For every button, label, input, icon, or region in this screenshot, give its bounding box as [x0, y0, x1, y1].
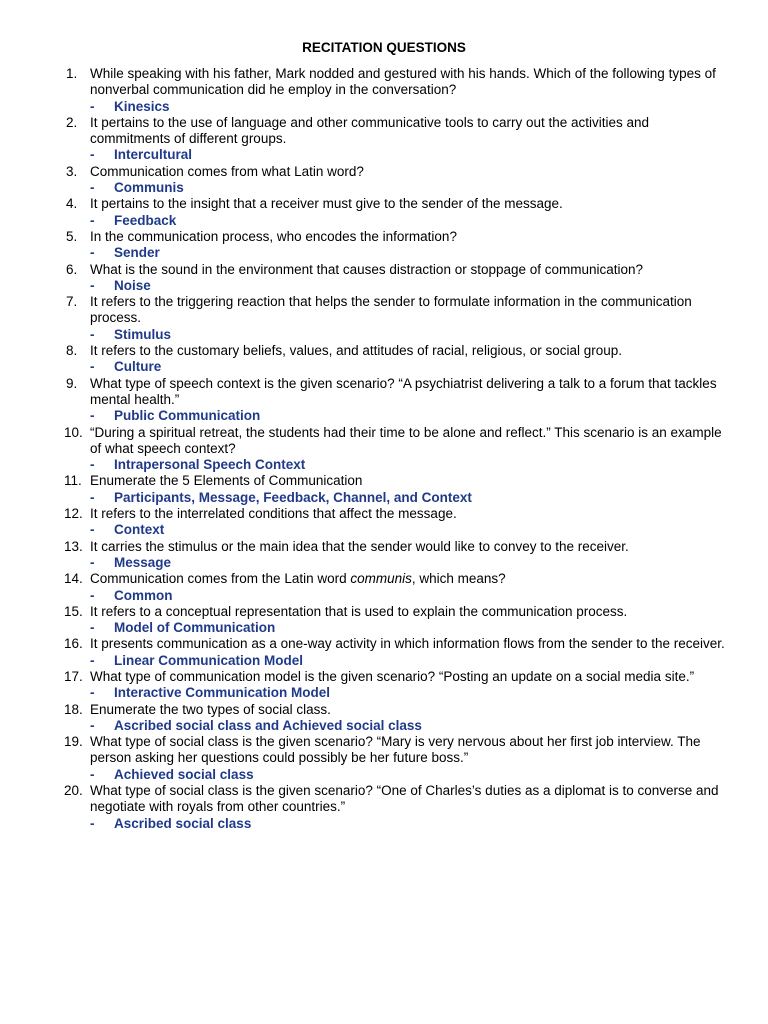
answer-dash: - — [90, 587, 95, 603]
answer-text: Sender — [114, 245, 160, 261]
question-item — [66, 473, 728, 506]
question-number: 8. — [66, 343, 78, 359]
answer-line — [90, 408, 728, 424]
answer-dash: - — [90, 652, 95, 668]
page-title: RECITATION QUESTIONS — [302, 40, 466, 55]
question-text: What type of social class is the given scenario? “Mary is very nervous about her first job interview. The person asking her questions could possibly be her future boss.” — [90, 734, 701, 766]
question-number: 20. — [64, 783, 83, 799]
answer-dash: - — [90, 326, 95, 342]
answer-text: Context — [114, 522, 165, 538]
answer-text: Model of Communication — [114, 620, 276, 636]
question-number: 19. — [64, 734, 83, 750]
question-number: 12. — [64, 506, 83, 522]
question-item — [66, 164, 728, 197]
answer-dash: - — [90, 277, 95, 293]
answer-text: Ascribed social class — [114, 815, 252, 831]
question-text: While speaking with his father, Mark nodded and gestured with his hands. Which of the following types of nonverbal communication did he employ in the conversation? — [90, 66, 716, 98]
answer-line — [90, 245, 728, 261]
question-item — [66, 604, 728, 637]
question-text: Enumerate the 5 Elements of Communication — [90, 473, 363, 489]
answer-line — [90, 653, 728, 669]
question-item — [66, 262, 728, 295]
question-number: 10. — [64, 424, 83, 440]
question-item — [66, 539, 728, 572]
question-text: Enumerate the two types of social class. — [90, 701, 331, 717]
question-text: What is the sound in the environment that causes distraction or stoppage of communication? — [90, 261, 644, 277]
question-number: 7. — [66, 294, 78, 310]
question-text: What type of social class is the given scenario? “One of Charles’s duties as a diplomat is to converse and negotiate with royals from other countries.” — [90, 783, 719, 815]
answer-text: Participants, Message, Feedback, Channel, and Context — [114, 489, 472, 505]
answer-line — [90, 816, 728, 832]
answer-dash: - — [90, 457, 95, 473]
answer-dash: - — [90, 212, 95, 228]
question-number: 1. — [66, 66, 78, 81]
question-number: 2. — [66, 114, 78, 130]
answer-line — [90, 278, 728, 294]
answer-line — [90, 147, 728, 163]
answer-dash: - — [90, 98, 95, 114]
answer-text: Stimulus — [114, 326, 172, 342]
question-item — [66, 702, 728, 735]
answer-line — [90, 359, 728, 375]
question-number: 17. — [64, 668, 83, 684]
question-item — [66, 734, 728, 783]
question-item — [66, 66, 728, 115]
question-number: 3. — [66, 163, 78, 179]
answer-line — [90, 99, 728, 115]
answer-dash: - — [90, 359, 95, 375]
answer-line — [90, 327, 728, 343]
question-number: 6. — [66, 261, 78, 277]
answer-line — [90, 620, 728, 636]
question-number: 5. — [66, 228, 78, 244]
answer-dash: - — [90, 554, 95, 570]
question-item — [66, 669, 728, 702]
answer-line — [90, 490, 728, 506]
question-text-part: , which means? — [411, 571, 506, 587]
question-text: It refers to the interrelated conditions that affect the message. — [90, 506, 457, 522]
question-item — [66, 343, 728, 376]
answer-text: Feedback — [114, 212, 177, 228]
answer-text: Achieved social class — [114, 766, 254, 782]
answer-line — [90, 718, 728, 734]
question-list — [66, 66, 728, 832]
question-item — [66, 115, 728, 164]
answer-text: Common — [114, 587, 173, 603]
answer-text: Communis — [114, 180, 184, 196]
answer-text: Public Communication — [114, 408, 261, 424]
answer-dash: - — [90, 245, 95, 261]
question-text: It refers to the customary beliefs, values, and attitudes of racial, religious, or social group. — [90, 343, 623, 359]
question-text: Communication comes from what Latin word? — [90, 163, 364, 179]
question-item — [66, 425, 728, 474]
question-number: 18. — [64, 701, 83, 717]
answer-dash: - — [90, 717, 95, 733]
answer-line — [90, 685, 728, 701]
answer-text: Noise — [114, 277, 151, 293]
question-text: It refers to a conceptual representation that is used to explain the communication process. — [90, 603, 628, 619]
answer-line — [90, 555, 728, 571]
answer-dash: - — [90, 489, 95, 505]
question-item — [66, 636, 728, 669]
answer-line — [90, 522, 728, 538]
question-item — [66, 376, 728, 425]
answer-text: Culture — [114, 359, 162, 375]
answer-dash: - — [90, 685, 95, 701]
answer-dash: - — [90, 180, 95, 196]
question-text: It pertains to the insight that a receiver must give to the sender of the message. — [90, 196, 563, 212]
answer-dash: - — [90, 522, 95, 538]
answer-line — [90, 767, 728, 783]
answer-dash: - — [90, 147, 95, 163]
question-text: “During a spiritual retreat, the students had their time to be alone and reflect.” This scenario is an example of what speech context? — [90, 424, 722, 456]
answer-line — [90, 180, 728, 196]
answer-text: Ascribed social class and Achieved social class — [114, 717, 422, 733]
question-item — [66, 506, 728, 539]
answer-line — [90, 588, 728, 604]
answer-text: Linear Communication Model — [114, 652, 304, 668]
question-number: 16. — [64, 636, 83, 652]
question-item — [66, 571, 728, 604]
question-number: 11. — [64, 473, 82, 489]
question-text: What type of speech context is the given scenario? “A psychiatrist delivering a talk to a forum that tackles mental health.” — [90, 375, 717, 407]
answer-line — [90, 213, 728, 229]
question-text: It presents communication as a one-way activity in which information flows from the sender to the receiver. — [90, 636, 725, 652]
question-text: It pertains to the use of language and other communicative tools to carry out the activities and commitments of different groups. — [90, 114, 650, 147]
answer-text: Kinesics — [114, 98, 170, 114]
question-number: 14. — [64, 571, 83, 587]
question-item — [66, 229, 728, 262]
question-text: It carries the stimulus or the main idea that the sender would like to convey to the receiver. — [90, 538, 629, 554]
answer-text: Message — [114, 554, 172, 570]
answer-text: Interactive Communication Model — [114, 685, 331, 701]
question-text: It refers to the triggering reaction that helps the sender to formulate information in the communication process. — [90, 294, 692, 326]
question-item — [66, 294, 728, 343]
question-text — [90, 571, 728, 587]
question-text-part: Communication comes from the Latin word — [90, 571, 351, 587]
answer-dash: - — [90, 815, 95, 831]
question-number: 4. — [66, 196, 78, 212]
question-text-emphasis: communis — [350, 571, 412, 587]
question-number: 9. — [66, 375, 78, 391]
question-number: 15. — [64, 603, 83, 619]
answer-text: Intercultural — [114, 147, 193, 163]
answer-text: Intrapersonal Speech Context — [114, 457, 306, 473]
question-text: In the communication process, who encodes the information? — [90, 228, 457, 244]
answer-dash: - — [90, 620, 95, 636]
question-item — [66, 783, 728, 832]
question-text: What type of communication model is the given scenario? “Posting an update on a social media site.” — [90, 668, 695, 684]
answer-dash: - — [90, 766, 95, 782]
question-item — [66, 196, 728, 229]
question-number: 13. — [64, 538, 83, 554]
answer-line — [90, 457, 728, 473]
answer-dash: - — [90, 408, 95, 424]
